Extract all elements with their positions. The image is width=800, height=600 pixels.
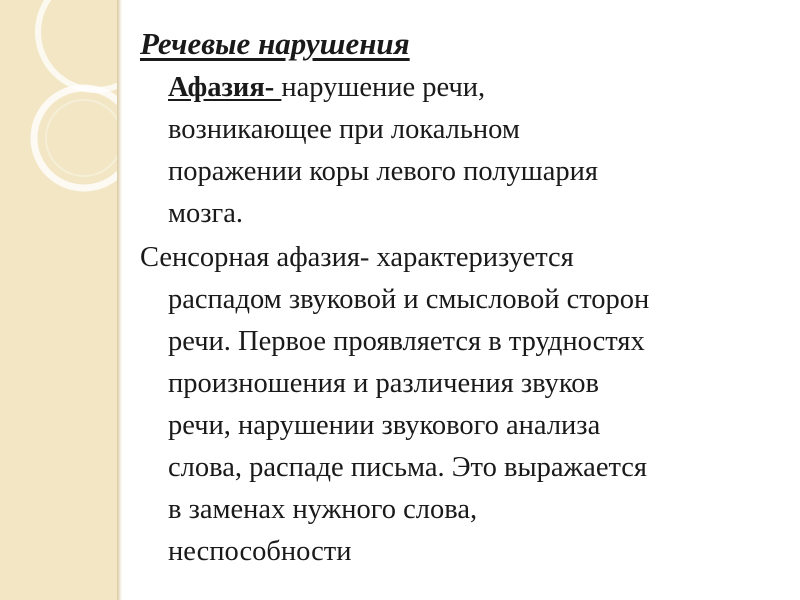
- aphasia-line-1: [168, 67, 780, 109]
- aphasia-line-4: мозга.: [168, 198, 244, 229]
- sensory-line-6: слова, распаде письма. Это выражается: [168, 452, 648, 483]
- sensory-line-4: произношения и различения звуков: [168, 368, 599, 399]
- aphasia-term: Афазия-: [168, 72, 282, 103]
- sensory-line-2: распадом звуковой и смысловой сторон: [168, 284, 650, 315]
- aphasia-line-1-rest: нарушение речи,: [281, 72, 486, 103]
- decorative-side-band: [0, 0, 117, 600]
- aphasia-line-3: поражении коры левого полушария: [168, 156, 598, 187]
- slide-title: Речевые нарушения: [140, 26, 410, 61]
- sensory-line-8: неспособности: [168, 536, 352, 567]
- band-edge-shadow: [117, 0, 122, 600]
- slide-content: [140, 24, 780, 573]
- sensory-line-1: Сенсорная афазия- характеризуется: [140, 242, 574, 273]
- sensory-aphasia-paragraph: [140, 237, 780, 573]
- decorative-ring-inner: [46, 100, 117, 176]
- sensory-line-3: речи. Первое проявляется в трудностях: [168, 326, 645, 357]
- aphasia-line-2: возникающее при локальном: [168, 114, 520, 145]
- sensory-line-7: в заменах нужного слова,: [168, 494, 478, 525]
- decorative-rings: [0, 0, 117, 600]
- sensory-line-5: речи, нарушении звукового анализа: [168, 410, 601, 441]
- aphasia-definition: [140, 67, 780, 235]
- decorative-ring-top: [38, 0, 117, 90]
